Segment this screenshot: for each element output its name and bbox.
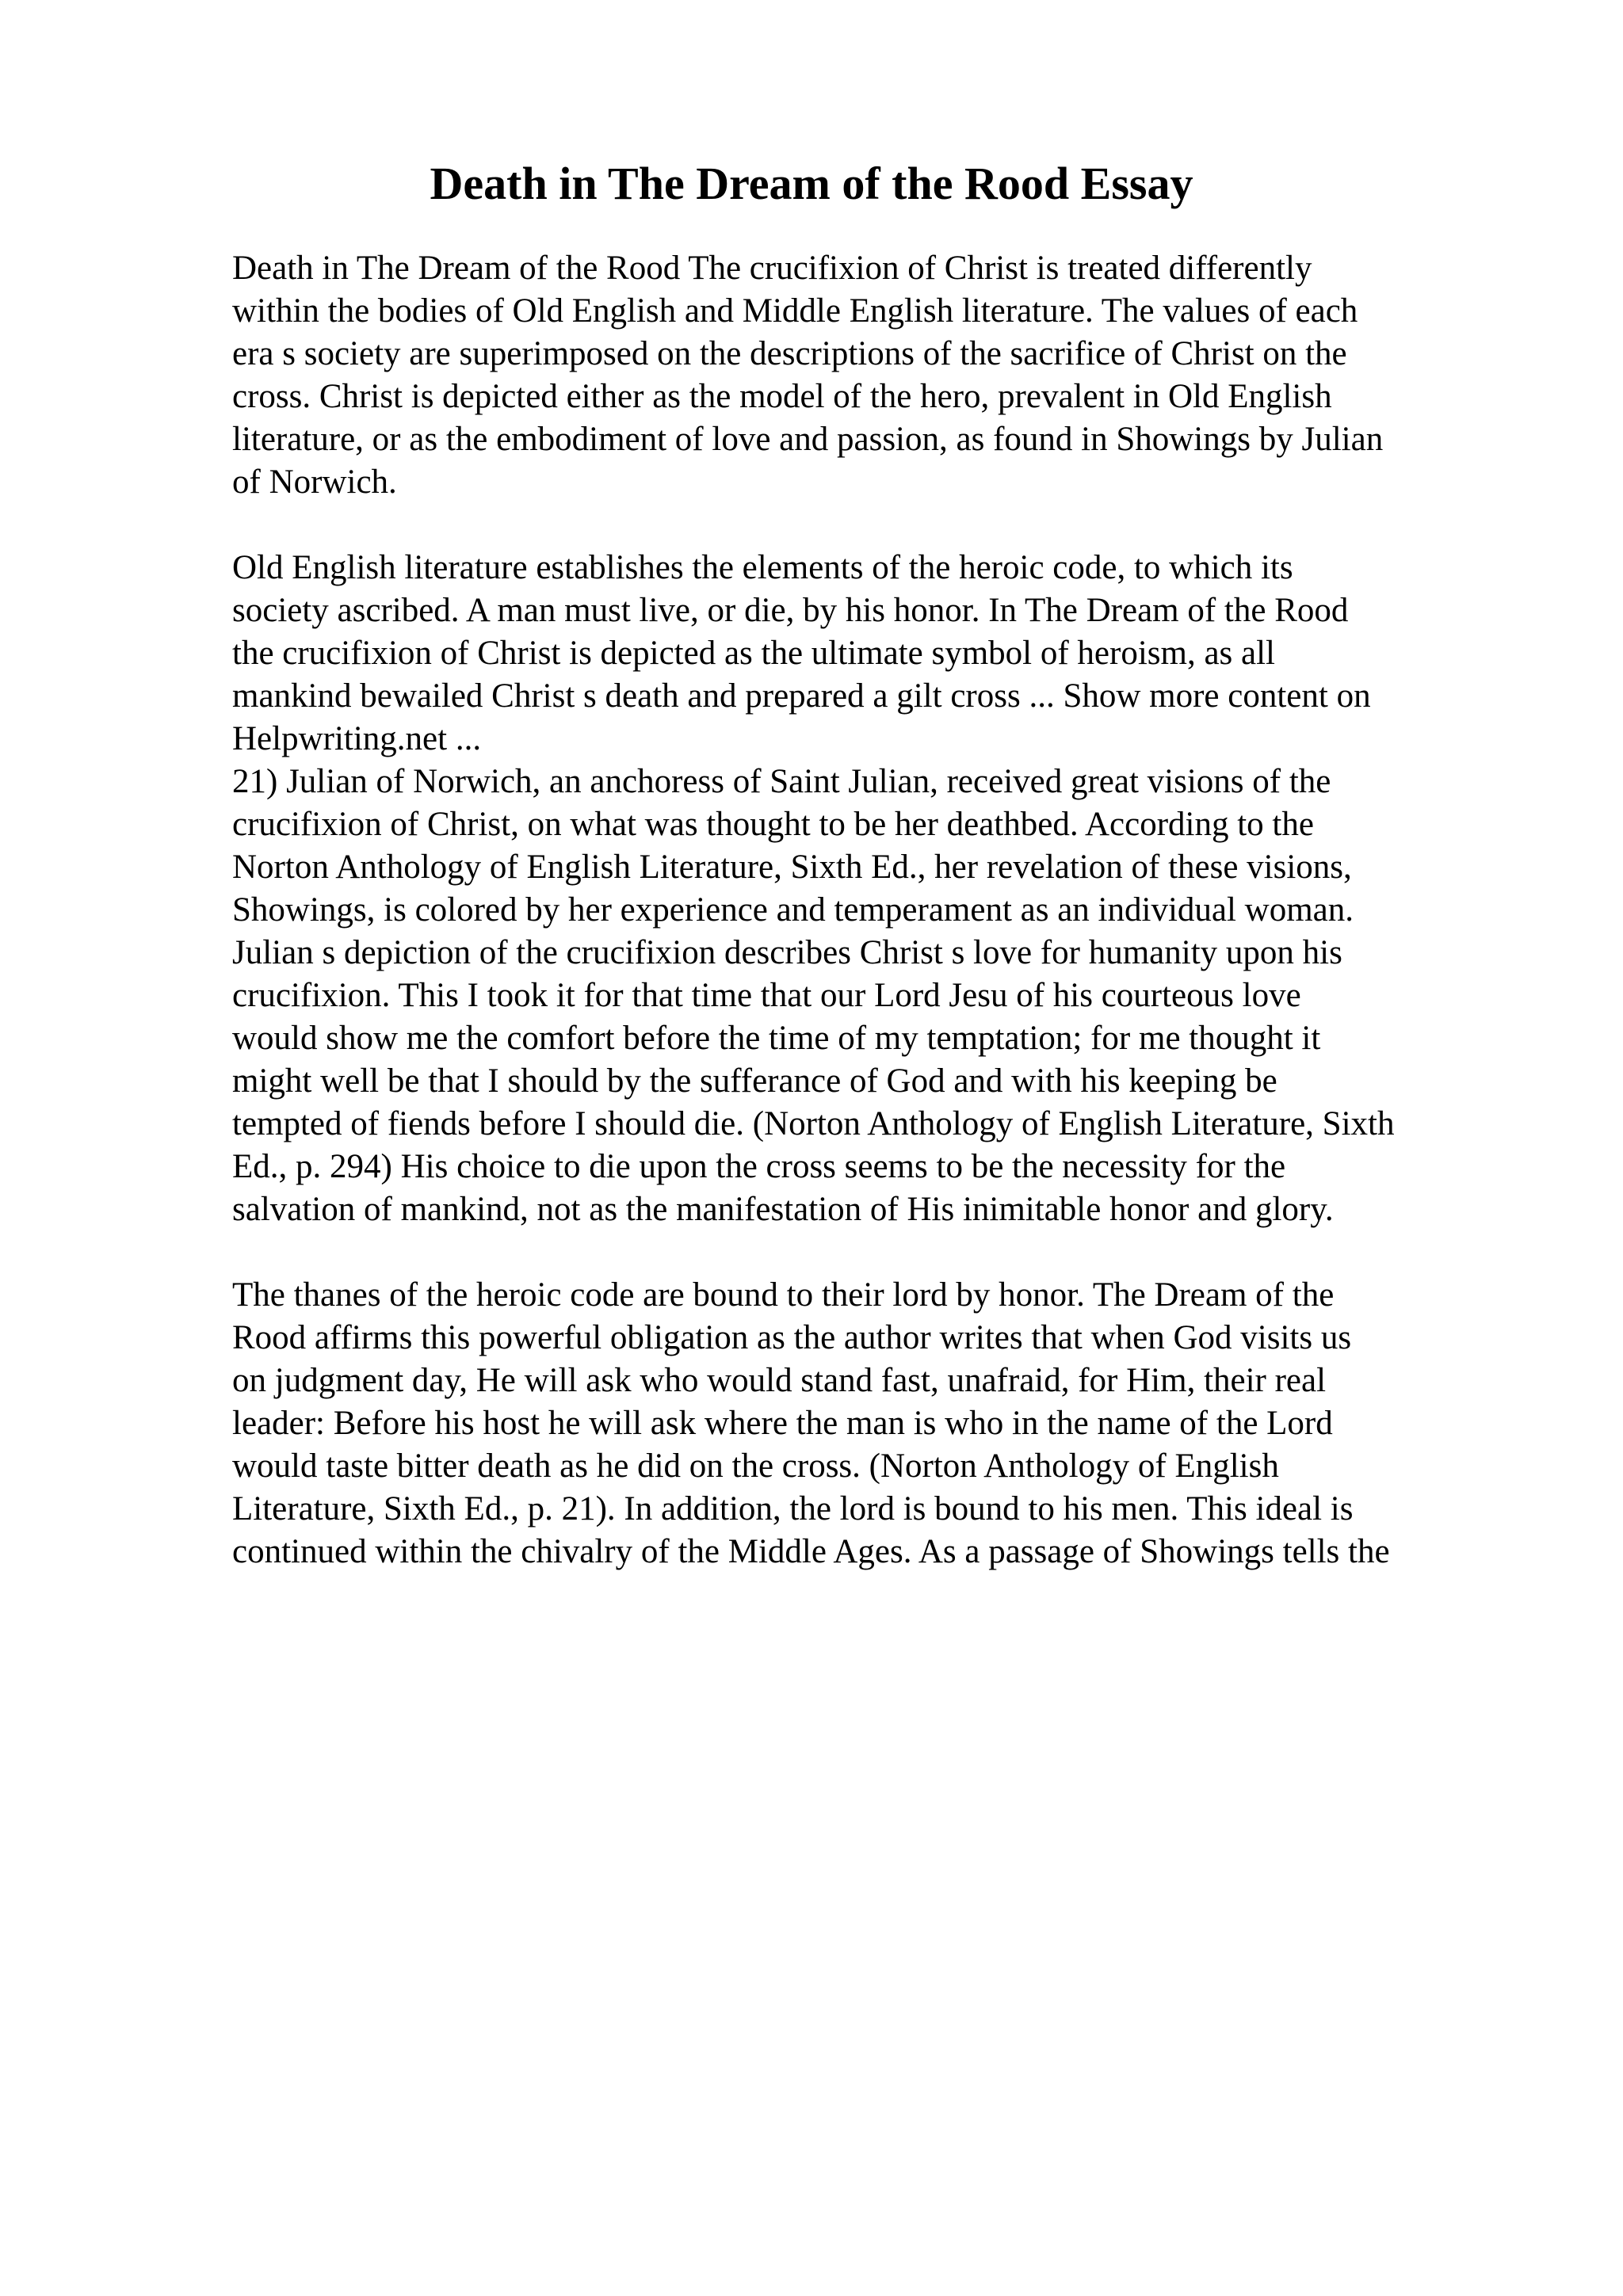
text-line: crucifixion. This I took it for that time that our Lord Jesu of his courteous love [232,977,1301,1014]
text-line: on judgment day, He will ask who would stand fast, unafraid, for Him, their real [232,1362,1327,1399]
text-line: the crucifixion of Christ is depicted as the ultimate symbol of heroism, as all [232,635,1275,672]
text-line: crucifixion of Christ, on what was thought to be her deathbed. According to the [232,806,1314,843]
text-line: The thanes of the heroic code are bound to their lord by honor. The Dream of the [232,1276,1335,1314]
text-line: leader: Before his host he will ask where the man is who in the name of the Lord [232,1405,1333,1442]
paragraph-intro [232,247,1579,504]
text-line: society ascribed. A man must live, or die, by his honor. In The Dream of the Rood [232,592,1349,629]
text-line: salvation of mankind, not as the manifestation of His inimitable honor and glory. [232,1191,1334,1228]
text-line: Showings, is colored by her experience and temperament as an individual woman. [232,891,1354,929]
text-line: would taste bitter death as he did on the cross. (Norton Anthology of English [232,1447,1279,1485]
text-line: Helpwriting.net ... [232,720,482,757]
text-line: Literature, Sixth Ed., p. 21). In addition, the lord is bound to his men. This ideal is [232,1490,1354,1527]
text-line: Norton Anthology of English Literature, Sixth Ed., her revelation of these visions, [232,849,1352,886]
text-line: Old English literature establishes the elements of the heroic code, to which its [232,549,1293,586]
text-line: 21) Julian of Norwich, an anchoress of Saint Julian, received great visions of the [232,763,1331,800]
document-title: Death in The Dream of the Rood Essay [430,158,1193,209]
paragraph-julian [232,761,1579,1231]
text-line: era s society are superimposed on the descriptions of the sacrifice of Christ on the [232,335,1347,372]
text-line: Ed., p. 294) His choice to die upon the cross seems to be the necessity for the [232,1148,1286,1185]
text-line: continued within the chivalry of the Middle Ages. As a passage of Showings tells the [232,1533,1390,1570]
paragraph-heroic-code [232,547,1579,761]
text-line: within the bodies of Old English and Middle English literature. The values of each [232,292,1358,330]
text-line: might well be that I should by the sufferance of God and with his keeping be [232,1062,1277,1100]
text-line: Julian s depiction of the crucifixion describes Christ s love for humanity upon his [232,934,1342,971]
text-line: tempted of fiends before I should die. (Norton Anthology of English Literature, Sixth [232,1105,1395,1142]
text-line: Death in The Dream of the Rood The crucifixion of Christ is treated differently [232,250,1312,287]
text-line: cross. Christ is depicted either as the model of the hero, prevalent in Old English [232,378,1332,415]
document-body [232,247,1579,1573]
paragraph-thanes [232,1274,1579,1573]
text-line: of Norwich. [232,463,397,501]
text-line: would show me the comfort before the time of my temptation; for me thought it [232,1020,1321,1057]
text-line: mankind bewailed Christ s death and prepared a gilt cross ... Show more content on [232,677,1371,715]
text-line: Rood affirms this powerful obligation as the author writes that when God visits us [232,1319,1352,1356]
text-line: literature, or as the embodiment of love and passion, as found in Showings by Julian [232,421,1384,458]
